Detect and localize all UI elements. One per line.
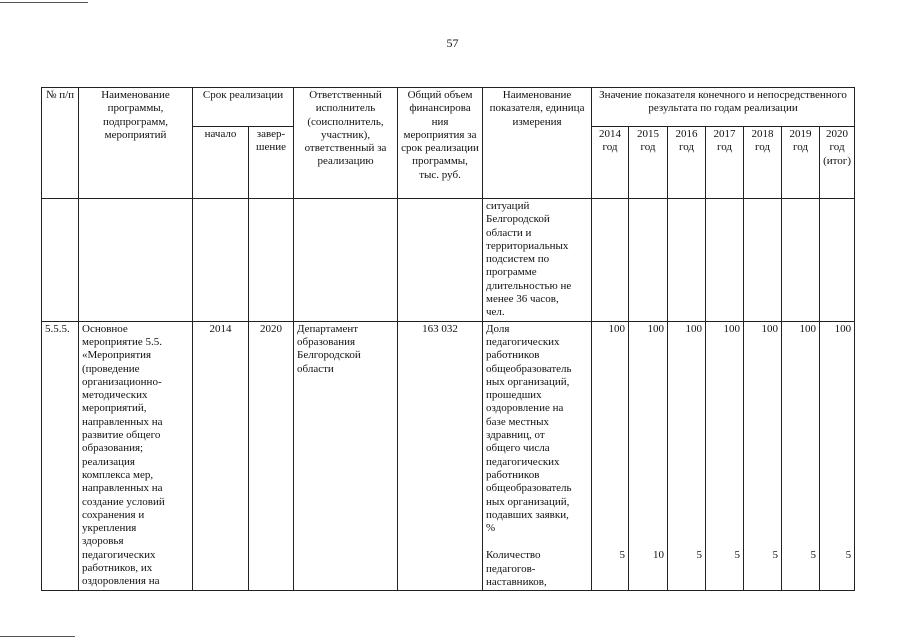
row-name-line: оздоровления на <box>82 575 160 588</box>
header-indicator: Наименование показателя, единица измерения <box>483 88 592 199</box>
value-cell-2019 <box>782 321 820 591</box>
row-name-line: образования; <box>82 442 144 455</box>
cont-num-cell <box>42 199 79 322</box>
indicator1-line: Доля <box>486 322 510 335</box>
page-number: 57 <box>446 36 459 50</box>
cont-indicator-line: ситуаций <box>486 200 530 212</box>
indicator1-line: общеобразователь <box>486 362 572 375</box>
row-name-line: укрепления <box>82 522 137 535</box>
cont-indicator-line: области и <box>486 226 532 239</box>
cont-indicator-line: менее 36 часов, <box>486 293 559 306</box>
value-cell-2018 <box>744 321 782 591</box>
row-responsible-line: Департамент <box>297 322 359 335</box>
indicator1-value-2017: 100 <box>723 322 741 335</box>
cont-indicator-line: территориальных <box>486 239 569 252</box>
program-table <box>41 87 855 591</box>
header-year-2017: 2017 год <box>706 127 744 199</box>
row-name-line: «Мероприятия <box>82 349 152 362</box>
indicator1-line: общего числа <box>486 442 550 455</box>
cont-end-cell <box>249 199 294 322</box>
row-start-year: 2014 <box>193 321 249 591</box>
indicator1-line: общеобразователь <box>486 482 572 495</box>
cont-value-2017 <box>706 199 744 322</box>
row-name-line: организационно- <box>82 375 162 388</box>
header-funding: Общий объем финансирова ния мероприятия за срок реализации программы, тыс. руб. <box>398 88 483 199</box>
row-name-line: Основное <box>82 322 128 335</box>
indicator1-line: прошедших <box>486 389 542 402</box>
cont-value-2018 <box>744 199 782 322</box>
bottom-left-scan-line <box>0 636 75 637</box>
indicator2-value-2020: 5 <box>845 548 852 561</box>
indicator1-line: оздоровление на <box>486 402 564 415</box>
indicator2-value-2016: 5 <box>696 548 703 561</box>
row-name-line: реализация <box>82 455 135 468</box>
header-row-1 <box>42 88 855 127</box>
value-cell-2015 <box>629 321 668 591</box>
indicator1-value-2014: 100 <box>608 322 626 335</box>
row-responsible-line: образования <box>297 335 356 348</box>
indicator1-line: % <box>486 522 496 535</box>
cont-start-cell <box>193 199 249 322</box>
indicator1-line: ных организаций, <box>486 495 570 508</box>
row-name-line: сохранения и <box>82 508 145 521</box>
indicator1-line: педагогических <box>486 335 560 348</box>
indicator1-line: базе местных <box>486 415 550 428</box>
cont-indicator-line: Белгородской <box>486 213 550 226</box>
indicator1-line: работников <box>486 349 540 362</box>
header-year-2015: 2015 год <box>629 127 668 199</box>
cont-responsible-cell <box>294 199 398 322</box>
header-period: Срок реализации <box>193 88 294 127</box>
header-num: № п/п <box>42 88 79 199</box>
header-period-end: завер-шение <box>249 127 294 199</box>
row-name-line: создание условий <box>82 495 165 508</box>
indicator1-line: подавших заявки, <box>486 508 569 521</box>
cont-value-2014 <box>592 199 629 322</box>
cont-indicator-line: чел. <box>486 306 505 319</box>
row-responsible-cell <box>294 321 398 591</box>
value-cell-2017 <box>706 321 744 591</box>
indicator1-value-2018: 100 <box>761 322 779 335</box>
row-name-line: работников, их <box>82 562 153 575</box>
header-year-2020: 2020 год (итог) <box>820 127 855 199</box>
row-name-line: мероприятие 5.5. <box>82 335 163 348</box>
cont-funding-cell <box>398 199 483 322</box>
indicator1-line: работников <box>486 468 540 481</box>
header-year-2019: 2019 год <box>782 127 820 199</box>
row-name-line: комплекса мер, <box>82 468 154 481</box>
cont-value-2016 <box>668 199 706 322</box>
row-name-line: направленных на <box>82 415 163 428</box>
cont-indicator-line: программе <box>486 266 537 279</box>
row-name-line: методических <box>82 389 148 402</box>
row-name-line: направленных на <box>82 482 163 495</box>
cont-name-cell <box>79 199 193 322</box>
indicator2-line: педагогов- <box>486 562 536 575</box>
row-indicator-cell <box>483 321 592 591</box>
indicator1-line: ных организаций, <box>486 375 570 388</box>
cont-indicator-line: длительностью не <box>486 279 572 292</box>
top-left-scan-line <box>0 2 88 3</box>
indicator1-line: педагогических <box>486 455 560 468</box>
indicator1-value-2020: 100 <box>834 322 852 335</box>
indicator1-value-2015: 100 <box>647 322 665 335</box>
row-responsible-line: области <box>297 362 334 375</box>
row-name-line: педагогических <box>82 548 156 561</box>
indicator2-value-2018: 5 <box>772 548 779 561</box>
indicator1-value-2019: 100 <box>799 322 817 335</box>
cont-indicator-line: подсистем по <box>486 253 550 266</box>
indicator2-line: Количество <box>486 549 541 562</box>
row-name-cell <box>79 321 193 591</box>
header-year-2016: 2016 год <box>668 127 706 199</box>
value-cell-2020 <box>820 321 855 591</box>
indicator1-line: здравниц, от <box>486 429 545 442</box>
indicator2-line: наставников, <box>486 576 547 589</box>
header-name: Наименование программы, подпрограмм, мероприятий <box>79 88 193 199</box>
indicator2-value-2015: 10 <box>653 548 665 561</box>
indicator2-value-2019: 5 <box>810 548 817 561</box>
row-end-year: 2020 <box>249 321 294 591</box>
header-responsible: Ответственный исполнитель (соисполнитель, участник), ответственный за реализацию <box>294 88 398 199</box>
continuation-row <box>42 199 855 322</box>
header-period-start: начало <box>193 127 249 199</box>
row-responsible-line: Белгородской <box>297 349 361 362</box>
value-cell-2014 <box>592 321 629 591</box>
indicator2-value-2014: 5 <box>619 548 626 561</box>
row-num: 5.5.5. <box>42 321 79 591</box>
header-values-group: Значение показателя конечного и непосредственного результата по годам реализации <box>592 88 855 127</box>
row-name-line: мероприятий, <box>82 402 147 415</box>
row-name-line: развитие общего <box>82 429 161 442</box>
indicator2-value-2017: 5 <box>734 548 741 561</box>
indicator1-value-2016: 100 <box>685 322 703 335</box>
cont-indicator-cell <box>483 199 592 322</box>
table-row-5-5-5 <box>42 321 855 591</box>
cont-value-2019 <box>782 199 820 322</box>
value-cell-2016 <box>668 321 706 591</box>
cont-value-2015 <box>629 199 668 322</box>
cont-value-2020 <box>820 199 855 322</box>
row-name-line: (проведение <box>82 362 140 375</box>
row-name-line: здоровья <box>82 535 124 548</box>
header-year-2014: 2014 год <box>592 127 629 199</box>
row-funding: 163 032 <box>398 321 483 591</box>
header-year-2018: 2018 год <box>744 127 782 199</box>
